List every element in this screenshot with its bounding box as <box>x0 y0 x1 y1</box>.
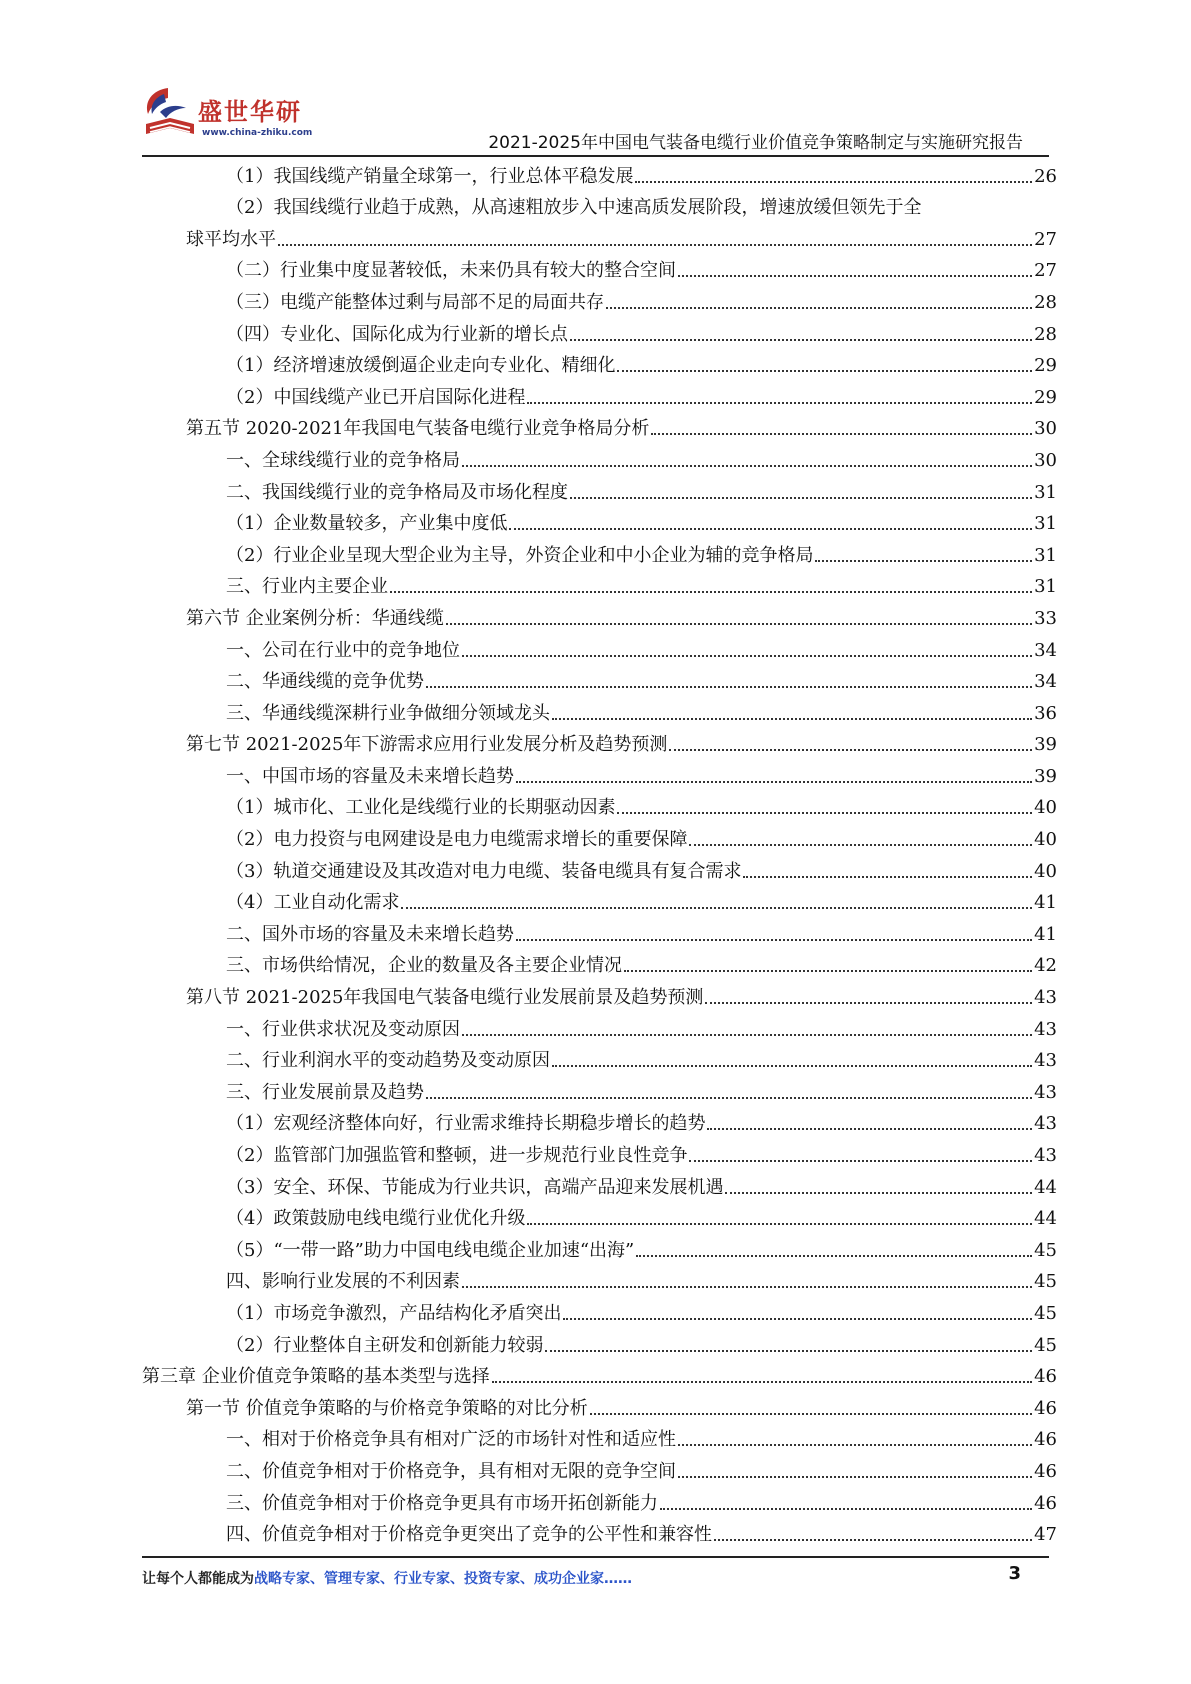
toc-entry-page: 46 <box>1034 1460 1057 1482</box>
toc-leader-dots <box>527 402 1032 404</box>
toc-leader-dots <box>570 497 1032 499</box>
toc-entry-page: 28 <box>1034 323 1057 345</box>
toc-entry-label: 三、行业内主要企业 <box>226 576 388 598</box>
toc-entry[interactable] <box>142 823 1057 855</box>
toc-entry[interactable] <box>142 1076 1057 1108</box>
toc-leader-dots <box>705 1002 1032 1004</box>
toc-entry[interactable] <box>142 1519 1057 1551</box>
toc-leader-dots <box>516 939 1032 941</box>
toc-entry[interactable] <box>142 981 1057 1013</box>
toc-entry-label: 二、我国线缆行业的竞争格局及市场化程度 <box>226 481 568 503</box>
toc-entry-page: 47 <box>1034 1524 1057 1546</box>
toc-entry-label: （3）轨道交通建设及其改造对电力电缆、装备电缆具有复合需求 <box>226 860 742 882</box>
toc-leader-dots <box>725 1192 1032 1194</box>
toc-entry-page: 39 <box>1034 765 1057 787</box>
document-title: 2021-2025年中国电气装备电缆行业价值竞争策略制定与实施研究报告 <box>488 133 1023 153</box>
toc-entry[interactable] <box>142 666 1057 698</box>
toc-leader-dots <box>552 1065 1032 1067</box>
book-logo-icon <box>142 84 198 144</box>
toc-entry[interactable] <box>142 1203 1057 1235</box>
toc-entry-label: （4）政策鼓励电线电缆行业优化升级 <box>226 1208 526 1230</box>
toc-entry[interactable] <box>142 444 1057 476</box>
toc-entry-page: 41 <box>1034 923 1057 945</box>
toc-entry[interactable] <box>142 950 1057 982</box>
toc-entry[interactable] <box>142 1424 1057 1456</box>
toc-entry-page: 41 <box>1034 892 1057 914</box>
toc-entry-label: 二、华通线缆的竞争优势 <box>226 671 424 693</box>
toc-leader-dots <box>462 655 1032 657</box>
toc-leader-dots <box>563 1318 1032 1320</box>
toc-entry[interactable] <box>142 729 1057 761</box>
toc-entry-label: 第五节 2020-2021年我国电气装备电缆行业竞争格局分析 <box>186 418 650 440</box>
toc-leader-dots <box>678 1444 1032 1446</box>
toc-entry-page: 43 <box>1034 1145 1057 1166</box>
toc-entry-label: 球平均水平 <box>186 228 276 250</box>
toc-leader-dots <box>426 1097 1032 1099</box>
toc-entry[interactable] <box>142 697 1057 729</box>
toc-entry[interactable] <box>142 792 1057 824</box>
toc-entry-label: 三、市场供给情况，企业的数量及各主要企业情况 <box>226 955 622 977</box>
toc-entry[interactable] <box>142 1234 1057 1266</box>
toc-entry-page: 46 <box>1034 1492 1057 1514</box>
toc-entry-page: 31 <box>1034 513 1057 535</box>
toc-entry[interactable] <box>142 1139 1057 1171</box>
toc-entry[interactable] <box>142 318 1057 350</box>
toc-entry-page: 31 <box>1034 576 1057 598</box>
toc-entry-page: 45 <box>1034 1239 1057 1261</box>
toc-entry-page: 46 <box>1034 1397 1057 1419</box>
toc-entry-label: （1）城市化、工业化是线缆行业的长期驱动因素 <box>226 797 616 819</box>
toc-leader-dots <box>527 1223 1032 1225</box>
toc-leader-dots <box>617 370 1032 372</box>
toc-entry-label: 三、华通线缆深耕行业争做细分领域龙头 <box>226 702 550 724</box>
toc-leader-dots <box>606 307 1032 309</box>
company-logo <box>142 84 332 152</box>
toc-entry-label: 二、行业利润水平的变动趋势及变动原因 <box>226 1050 550 1072</box>
toc-entry-page: 40 <box>1034 860 1057 882</box>
toc-entry-page: 27 <box>1034 260 1057 282</box>
toc-entry[interactable] <box>142 192 1057 224</box>
toc-entry[interactable] <box>142 571 1057 603</box>
toc-entry-page: 40 <box>1034 829 1057 851</box>
toc-entry-label: （2）监管部门加强监管和整顿，进一步规范行业良性竞争 <box>226 1145 688 1166</box>
toc-leader-dots <box>278 244 1032 246</box>
toc-entry-page: 30 <box>1034 449 1057 471</box>
toc-leader-dots <box>509 528 1032 530</box>
toc-leader-dots <box>617 812 1032 814</box>
toc-leader-dots <box>426 686 1032 688</box>
toc-entry-label: 第七节 2021-2025年下游需求应用行业发展分析及趋势预测 <box>186 734 668 756</box>
toc-entry-label: 第八节 2021-2025年我国电气装备电缆行业发展前景及趋势预测 <box>186 987 704 1009</box>
toc-leader-dots <box>492 1381 1032 1383</box>
table-of-contents <box>142 160 1057 1550</box>
toc-leader-dots <box>462 1034 1032 1036</box>
toc-entry-label: （1）宏观经济整体向好，行业需求维持长期稳步增长的趋势 <box>226 1113 706 1135</box>
toc-entry-label: （2）电力投资与电网建设是电力电缆需求增长的重要保障 <box>226 829 688 851</box>
toc-entry[interactable] <box>142 539 1057 571</box>
header-divider <box>142 155 1049 157</box>
toc-entry-page: 45 <box>1034 1334 1057 1356</box>
toc-entry-label: （2）行业企业呈现大型企业为主导，外资企业和中小企业为辅的竞争格局 <box>226 544 814 566</box>
toc-entry[interactable] <box>142 634 1057 666</box>
toc-entry-page: 29 <box>1034 355 1057 377</box>
toc-leader-dots <box>545 1350 1032 1352</box>
toc-entry-page: 29 <box>1034 386 1057 408</box>
toc-entry[interactable] <box>142 1266 1057 1298</box>
toc-entry-label: 一、中国市场的容量及未来增长趋势 <box>226 765 514 787</box>
toc-entry-label: 一、行业供求状况及变动原因 <box>226 1018 460 1040</box>
toc-entry-label: 四、价值竞争相对于价格竞争更突出了竞争的公平性和兼容性 <box>226 1524 712 1546</box>
toc-entry-page: 31 <box>1034 481 1057 503</box>
toc-entry-page: 28 <box>1034 291 1057 313</box>
logo-url: www.china-zhiku.com <box>202 128 313 138</box>
toc-leader-dots <box>689 844 1032 846</box>
toc-entry-page: 45 <box>1034 1271 1057 1293</box>
toc-entry-page: 40 <box>1034 797 1057 819</box>
footer-slogan-prefix: 让每个人都能成为 <box>142 1571 254 1587</box>
toc-leader-dots <box>743 876 1032 878</box>
toc-entry-page: 44 <box>1034 1208 1057 1230</box>
toc-entry-page: 43 <box>1034 1081 1057 1103</box>
toc-entry[interactable] <box>142 160 1057 192</box>
toc-entry-label: （2）我国线缆行业趋于成熟，从高速粗放步入中速高质发展阶段，增速放缓但领先于全 <box>226 196 922 218</box>
toc-entry-label: 三、价值竞争相对于价格竞争更具有市场开拓创新能力 <box>226 1492 658 1514</box>
toc-entry[interactable] <box>142 1392 1057 1424</box>
toc-entry-page: 34 <box>1034 671 1057 693</box>
toc-leader-dots <box>707 1128 1032 1130</box>
toc-leader-dots <box>624 970 1032 972</box>
toc-entry[interactable] <box>142 887 1057 919</box>
toc-entry[interactable] <box>142 1455 1057 1487</box>
toc-entry-page: 30 <box>1034 418 1057 440</box>
toc-entry-label: （5）“一带一路”助力中国电线电缆企业加速“出海” <box>226 1239 635 1261</box>
toc-entry[interactable] <box>142 1329 1057 1361</box>
toc-entry-page: 31 <box>1034 544 1057 566</box>
toc-leader-dots <box>446 623 1032 625</box>
toc-entry[interactable] <box>142 1171 1057 1203</box>
toc-entry[interactable] <box>142 918 1057 950</box>
toc-leader-dots <box>401 907 1032 909</box>
toc-entry[interactable] <box>142 1045 1057 1077</box>
toc-entry-label: 一、相对于价格竞争具有相对广泛的市场针对性和适应性 <box>226 1429 676 1451</box>
footer-slogan <box>142 1568 1042 1588</box>
toc-entry-label: 一、全球线缆行业的竞争格局 <box>226 449 460 471</box>
toc-entry[interactable] <box>142 602 1057 634</box>
toc-entry[interactable] <box>142 286 1057 318</box>
toc-entry-page: 46 <box>1034 1429 1057 1451</box>
toc-entry-page: 44 <box>1034 1176 1057 1198</box>
toc-entry-label: （4）工业自动化需求 <box>226 892 400 914</box>
toc-entry-page: 45 <box>1034 1302 1057 1324</box>
logo-name: 盛世华研 <box>198 98 302 126</box>
toc-entry[interactable] <box>142 1361 1057 1393</box>
toc-entry[interactable] <box>142 1108 1057 1140</box>
toc-leader-dots <box>669 749 1032 751</box>
toc-entry-page: 43 <box>1034 1050 1057 1072</box>
toc-entry-label: （1）我国线缆产销量全球第一，行业总体平稳发展 <box>226 165 634 187</box>
toc-entry-page: 33 <box>1034 607 1057 629</box>
toc-leader-dots <box>635 181 1032 183</box>
toc-entry-label: （1）市场竞争激烈，产品结构化矛盾突出 <box>226 1302 562 1324</box>
toc-entry[interactable] <box>142 255 1057 287</box>
toc-entry[interactable] <box>142 760 1057 792</box>
toc-entry-label: 第六节 企业案例分析：华通线缆 <box>186 607 444 629</box>
toc-entry[interactable] <box>142 350 1057 382</box>
toc-entry-page: 39 <box>1034 734 1057 756</box>
page-header <box>0 0 1191 160</box>
toc-entry-label: 二、国外市场的容量及未来增长趋势 <box>226 923 514 945</box>
toc-entry-label: （四）专业化、国际化成为行业新的增长点 <box>226 323 568 345</box>
toc-entry[interactable] <box>142 1297 1057 1329</box>
toc-entry-page: 36 <box>1034 702 1057 724</box>
toc-entry-page: 42 <box>1034 955 1057 977</box>
toc-leader-dots <box>390 591 1032 593</box>
toc-leader-dots <box>462 1286 1032 1288</box>
toc-leader-dots <box>590 1413 1032 1415</box>
toc-entry-label: 第一节 价值竞争策略的与价格竞争策略的对比分析 <box>186 1397 588 1419</box>
toc-entry-label: （2）中国线缆产业已开启国际化进程 <box>226 386 526 408</box>
toc-leader-dots <box>815 560 1032 562</box>
toc-entry[interactable] <box>142 1487 1057 1519</box>
toc-leader-dots <box>660 1508 1032 1510</box>
toc-entry-label: 第三章 企业价值竞争策略的基本类型与选择 <box>142 1366 490 1388</box>
toc-entry-label: （2）行业整体自主研发和创新能力较弱 <box>226 1334 544 1356</box>
toc-entry-label: 四、影响行业发展的不利因素 <box>226 1271 460 1293</box>
toc-entry-page: 34 <box>1034 639 1057 661</box>
toc-entry-label: （3）安全、环保、节能成为行业共识，高端产品迎来发展机遇 <box>226 1176 724 1198</box>
toc-entry[interactable] <box>142 1013 1057 1045</box>
toc-leader-dots <box>462 465 1032 467</box>
toc-entry-page: 43 <box>1034 987 1057 1009</box>
toc-entry-page: 46 <box>1034 1366 1057 1388</box>
page-number: 3 <box>1008 1563 1021 1584</box>
toc-leader-dots <box>689 1160 1032 1162</box>
footer-slogan-highlight: 战略专家、管理专家、行业专家、投资专家、成功企业家…… <box>254 1571 632 1587</box>
toc-leader-dots <box>651 433 1032 435</box>
toc-entry[interactable] <box>142 413 1057 445</box>
toc-leader-dots <box>516 781 1032 783</box>
toc-entry-label: （1）经济增速放缓倒逼企业走向专业化、精细化 <box>226 355 616 377</box>
toc-leader-dots <box>636 1255 1032 1257</box>
toc-entry[interactable] <box>142 381 1057 413</box>
toc-entry-page: 43 <box>1034 1018 1057 1040</box>
toc-entry-label: （1）企业数量较多，产业集中度低 <box>226 513 508 535</box>
toc-entry-page: 27 <box>1034 228 1057 250</box>
toc-leader-dots <box>678 1476 1032 1478</box>
toc-entry[interactable] <box>142 508 1057 540</box>
toc-entry-page: 26 <box>1034 165 1057 187</box>
toc-entry-label: （二）行业集中度显著较低，未来仍具有较大的整合空间 <box>226 260 676 282</box>
toc-entry-label: 一、公司在行业中的竞争地位 <box>226 639 460 661</box>
toc-entry-label: 三、行业发展前景及趋势 <box>226 1081 424 1103</box>
toc-leader-dots <box>714 1539 1032 1541</box>
toc-entry[interactable] <box>142 855 1057 887</box>
toc-leader-dots <box>678 275 1032 277</box>
footer-divider <box>142 1556 1049 1558</box>
toc-leader-dots <box>570 339 1032 341</box>
toc-entry-label: 二、价值竞争相对于价格竞争，具有相对无限的竞争空间 <box>226 1460 676 1482</box>
toc-leader-dots <box>552 718 1032 720</box>
toc-entry-page: 43 <box>1034 1113 1057 1135</box>
toc-entry[interactable] <box>142 476 1057 508</box>
toc-entry-label: （三）电缆产能整体过剩与局部不足的局面共存 <box>226 291 604 313</box>
toc-entry[interactable] <box>142 223 1057 255</box>
